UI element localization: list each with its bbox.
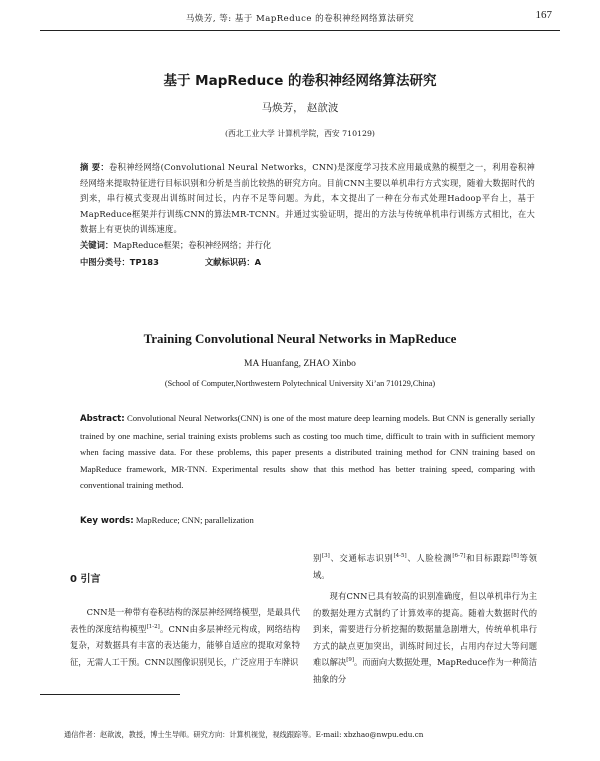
page-number: 167 [535, 9, 552, 21]
affiliation-cn: (西北工业大学 计算机学院，西安 710129) [225, 129, 375, 138]
footnote-rule [40, 694, 180, 695]
citation-3: [3] [322, 553, 330, 560]
body-right-column [313, 588, 537, 687]
header-rule [40, 30, 560, 31]
citation-9: [9] [346, 657, 355, 664]
abstract-cn [80, 160, 535, 238]
citation-8: [8] [511, 553, 519, 560]
paper-title-en: Training Convolutional Neural Networks in MapReduce [143, 331, 457, 346]
section-heading-introduction: 0 引言 [70, 574, 101, 585]
keywords-cn-label: 关键词： [80, 240, 114, 250]
abstract-cn-text: 卷积神经网络(Convolutional Neural Networks，CNN)是深度学习技术应用最成熟的模型之一，利用卷积神经网络来提取特征进行目标识别和分析是当前比较热的研究方向。目前CNN主要以单机串行方式实现，随着大数据时代的到来，串行模式变现出训练时间过长，内存不足等问题。为此，本文提出了一种在分布式处理Hadoop平台上，基于MapReduce框架并行训练CNN的算法MR-TCNN。并通过实验证明，提出的方法与传统单机串行训练方式相比，在大数据上有更快的训练速度。 [80, 162, 535, 234]
abstract-en-text: Convolutional Neural Networks(CNN) is one of the most mature deep learning models. But CNN is generally serially trained by one machine, serial training exists problems such as costing too much time, difficult to train with in sufficient memory when facing massive data. For these problems, this paper presents a distributed training method for CNN training based on MapReduce framework, MR-TNN. Experimental results show that this method has better training speed, comparing with conventional training method. [80, 413, 535, 490]
right-para-text-b: 。而面向大数据处理，MapReduce作为一种简洁抽象的分 [313, 657, 537, 684]
classification-cn [80, 256, 535, 268]
affiliation-en: (School of Computer,Northwestern Polytechnical University Xi’an 710129,China) [164, 379, 436, 388]
keywords-en-text: MapReduce; CNN; parallelization [135, 515, 254, 525]
right-top-text-a: 别 [313, 553, 322, 563]
right-top-text-c: 、人脸检测 [406, 553, 453, 563]
left-para-text-a: CNN是一种带有卷积结构的深层神经网络模型，是最具代表性的深度结构模型 [70, 607, 300, 634]
keywords-cn [80, 239, 535, 251]
paper-title-cn: 基于 MapReduce 的卷积神经网络算法研究 [163, 73, 437, 89]
citation-4-5: [4-5] [393, 553, 407, 560]
clc-number: 中图分类号：TP183 [80, 257, 159, 267]
keywords-en [80, 515, 535, 526]
abstract-en [80, 410, 535, 494]
body-left-column [70, 604, 300, 670]
right-para-text-a: 现有CNN已具有较高的识别准确度，但以单机串行为主的数据处理方式制约了计算效率的提高。随着大数据时代的到来，需要进行分析挖掘的数据量急剧增大，传统单机串行方式的缺点更加突出，训练时间过长，占用内存过大等问题难以解决 [313, 591, 537, 667]
running-title: 马焕芳, 等: 基于 MapReduce 的卷积神经网络算法研究 [185, 14, 415, 24]
right-top-text-e: 等领域。 [313, 553, 537, 580]
right-top-text-b: 、交通标志识别 [329, 553, 394, 563]
right-top-text-d: 和目标跟踪 [465, 553, 512, 563]
abstract-cn-label: 摘 要： [80, 162, 109, 172]
body-right-column-continuation [313, 550, 537, 583]
citation-6-7: [6-7] [452, 553, 466, 560]
left-para-text-b: 。CNN由多层神经元构成，网络结构复杂，对数据具有丰富的表达能力，能够自适应的提取对象特征，无需人工干预。CNN以图像识别见长，广泛应用于车牌识 [70, 623, 300, 667]
document-code: 文献标识码：A [204, 257, 262, 267]
keywords-en-label: Key words: [80, 516, 134, 526]
abstract-en-label: Abstract: [80, 414, 125, 424]
keywords-cn-text: MapReduce框架；卷积神经网络；并行化 [113, 240, 272, 250]
corresponding-author-footnote: 通信作者：赵歆波，教授，博士生导师。研究方向：计算机视觉，视线跟踪等。E-mail: xbzhao@nwpu.edu.cn [64, 730, 424, 739]
citation-1-2: [1-2] [146, 623, 160, 630]
authors-en: MA Huanfang, ZHAO Xinbo [244, 359, 356, 369]
authors-cn: 马焕芳， 赵歆波 [261, 102, 339, 114]
